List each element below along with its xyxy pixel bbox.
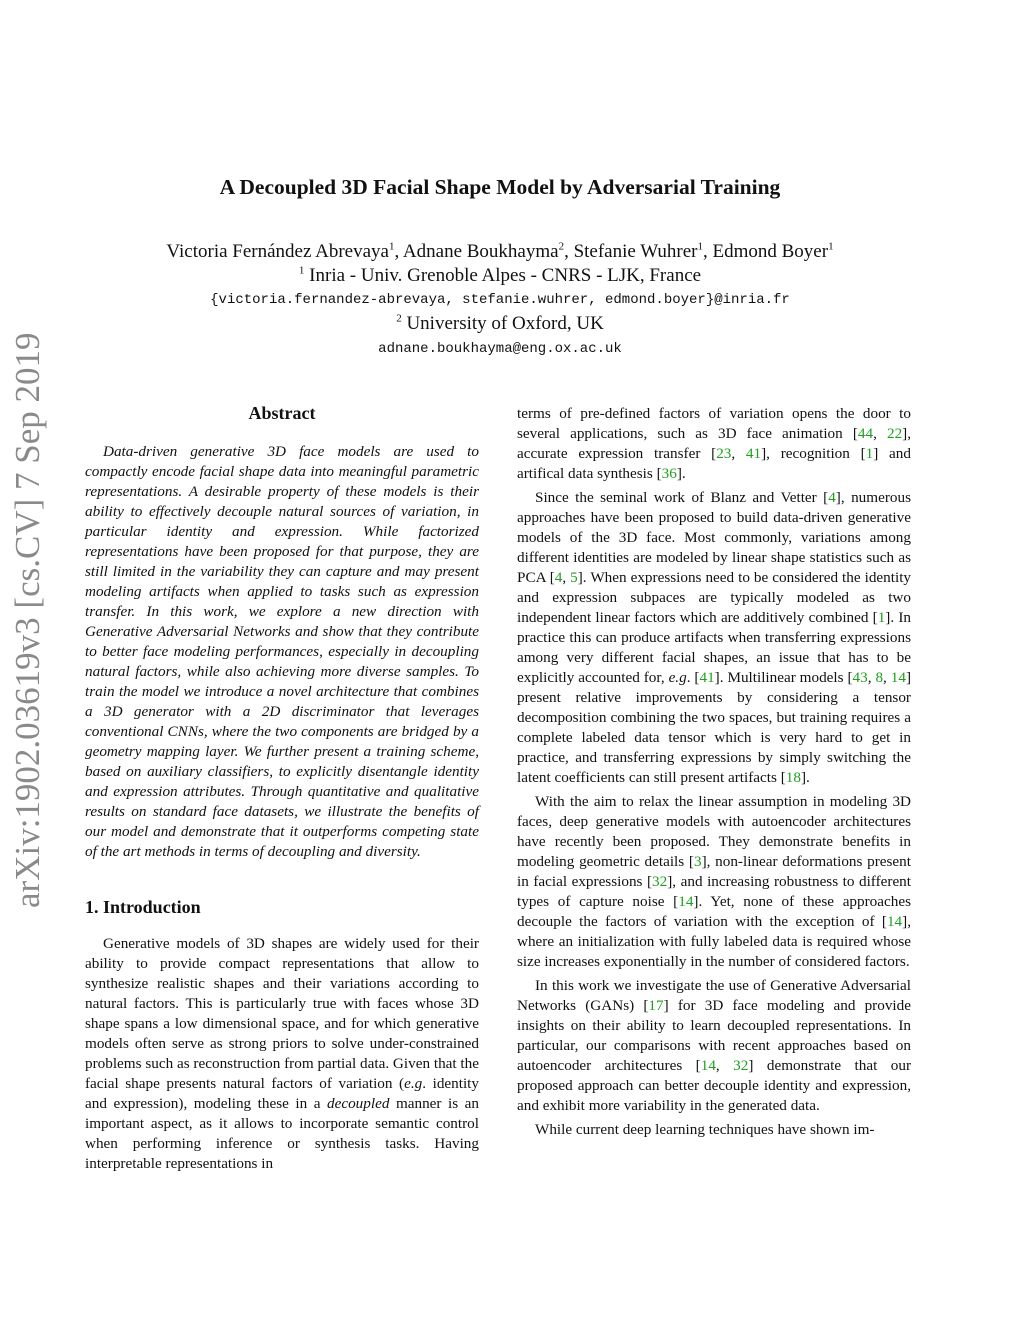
author-name: Edmond Boyer (712, 241, 829, 262)
citation-link[interactable]: 14 (890, 669, 906, 686)
citation-link[interactable]: 5 (570, 569, 578, 586)
affiliation-2: $^2$ University of Oxford, UK (396, 312, 604, 334)
affiliation-2-text: University of Oxford, UK (406, 313, 604, 334)
left-column (85, 402, 479, 1178)
body-paragraph: In this work we investigate the use of Generative Adversarial Networks (GANs) [17] for 3D face modeling and provide insights on their ability to learn decoupled representations. In particular, our comparisons with recent approaches based on autoencoder architectures [14, 32] demonstrate that our proposed approach can better decouple identity and expression, and exhibit more variability in the generated data. (517, 977, 911, 1114)
author-name: Adnane Boukhayma (402, 241, 559, 262)
paper-title: A Decoupled 3D Facial Shape Model by Adversarial Training (219, 175, 781, 199)
citation-link[interactable]: 23 (716, 445, 732, 462)
citation-link[interactable]: 14 (700, 1057, 716, 1074)
body-paragraph: With the aim to relax the linear assumption in modeling 3D faces, deep generative models with autoencoder architectures have recently been proposed. They demonstrate benefits in modeling geometric details [3], non-linear deformations present in facial expressions [32], and increasing robustness to different types of capture noise [14]. Yet, none of these approaches decouple the factors of variation with the exception of [14], where an initialization with fully labeled data is required whose size increases exponentially in the number of considered factors. (517, 793, 911, 970)
citation-link[interactable]: 32 (652, 873, 668, 890)
introduction-heading: 1. Introduction (85, 897, 201, 917)
citation-link[interactable]: 22 (886, 425, 903, 442)
body-paragraph: While current deep learning techniques have shown im- (535, 1121, 875, 1138)
citation-link[interactable]: 44 (857, 425, 874, 442)
author-name: Stefanie Wuhrer (573, 241, 698, 262)
affiliation-1-text: Inria - Univ. Grenoble Alpes - CNRS - LJK, France (309, 265, 702, 286)
citation-link[interactable]: 1 (877, 609, 886, 626)
intro-paragraph: Generative models of 3D shapes are widely used for their ability to provide compact representations that allow to synthesize realistic shapes and their variations according to natural factors. This is particularly true with faces whose 3D shape spans a low dimensional space, and for which generative models often serve as strong priors to solve under-constrained problems such as reconstruction from partial data. Given that the facial shape presents natural factors of variation (e.g. identity and expression), modeling these in a decoupled manner is an important aspect, as it allows to incorporate semantic control when performing inference or synthesis tasks. Having interpretable representations in (85, 935, 479, 1172)
author-list: Victoria Fernández Abrevaya$^1$, Adnane Boukhayma$^2$, Stefanie Wuhrer$^1$, Edmond Boyer$^1$ (166, 240, 834, 262)
citation-link[interactable]: 4 (554, 569, 563, 586)
body-paragraph: Since the seminal work of Blanz and Vetter [4], numerous approaches have been proposed to build data-driven generative models of the 3D face. Most commonly, variations among different identities are modeled by linear shape statistics such as PCA [4, 5]. When expressions need to be considered the identity and expression subpaces are typically modeled as two independent linear factors which are additively combined [1]. In practice this can produce artifacts when transferring expressions among very different facial shapes, an issue that has to be explicitly accounted for, e.g. [41]. Multilinear models [43, 8, 14] present relative improvements by considering a tensor decomposition combining the two spaces, but training requires a complete labeled data tensor which is very hard to get in practice, and transferring expressions by simply switching the latent coefficients can still present artifacts [18]. (517, 489, 912, 786)
citation-link[interactable]: 32 (733, 1057, 749, 1074)
emails-1: {victoria.fernandez-abrevaya, stefanie.wuhrer, edmond.boyer}@inria.fr (210, 292, 790, 308)
right-column (517, 404, 911, 1144)
email-2: adnane.boukhayma@eng.ox.ac.uk (378, 341, 622, 357)
citation-link[interactable]: 8 (875, 669, 884, 686)
author-name: Victoria Fernández Abrevaya (166, 241, 389, 262)
citation-link[interactable]: 14 (678, 893, 694, 910)
body-paragraph: terms of pre-defined factors of variation opens the door to several applications, such as 3D face animation [44, 22], accurate expression transfer [23, 41], recognition [1] and artifical data synthesis [36]. (517, 405, 912, 482)
arxiv-identifier: arXiv:1902.03619v3 [cs.CV] 7 Sep 2019 (8, 332, 47, 908)
affiliation-1: $^1$ Inria - Univ. Grenoble Alpes - CNRS - LJK, France (298, 264, 702, 286)
citation-link[interactable]: 1 (865, 445, 874, 462)
abstract-heading: Abstract (248, 403, 316, 423)
citation-link[interactable]: 36 (661, 465, 677, 482)
citation-link[interactable]: 41 (745, 445, 762, 462)
citation-link[interactable]: 3 (693, 853, 702, 870)
citation-link[interactable]: 41 (699, 669, 715, 686)
citation-link[interactable]: 4 (828, 489, 836, 506)
citation-link[interactable]: 43 (852, 669, 868, 686)
citation-link[interactable]: 18 (785, 769, 801, 786)
abstract-text: Data-driven generative 3D face models are used to compactly encode facial shape data into meaningful parametric representations. A desirable property of these models is their ability to effectively decouple natural sources of variation, in particular identity and expression. While factorized representations have been proposed for that purpose, they are still limited in the variability they can capture and may present modeling artifacts when applied to tasks such as expression transfer. In this work, we explore a new direction with Generative Adversarial Networks and show that they contribute to better face modeling performances, especially in decoupling natural factors, while also achieving more diverse samples. To train the model we introduce a novel architecture that combines a 3D generator with a 2D discriminator that leverages conventional CNNs, where the two components are bridged by a geometry mapping layer. We further present a training scheme, based on auxiliary classifiers, to explicitly disentangle identity and expression attributes. Through quantitative and qualitative results on standard face datasets, we illustrate the benefits of our model and demonstrate that it outperforms competing state of the art methods in terms of decoupling and diversity. (85, 443, 479, 860)
citation-link[interactable]: 14 (886, 913, 903, 930)
citation-link[interactable]: 17 (648, 997, 664, 1014)
